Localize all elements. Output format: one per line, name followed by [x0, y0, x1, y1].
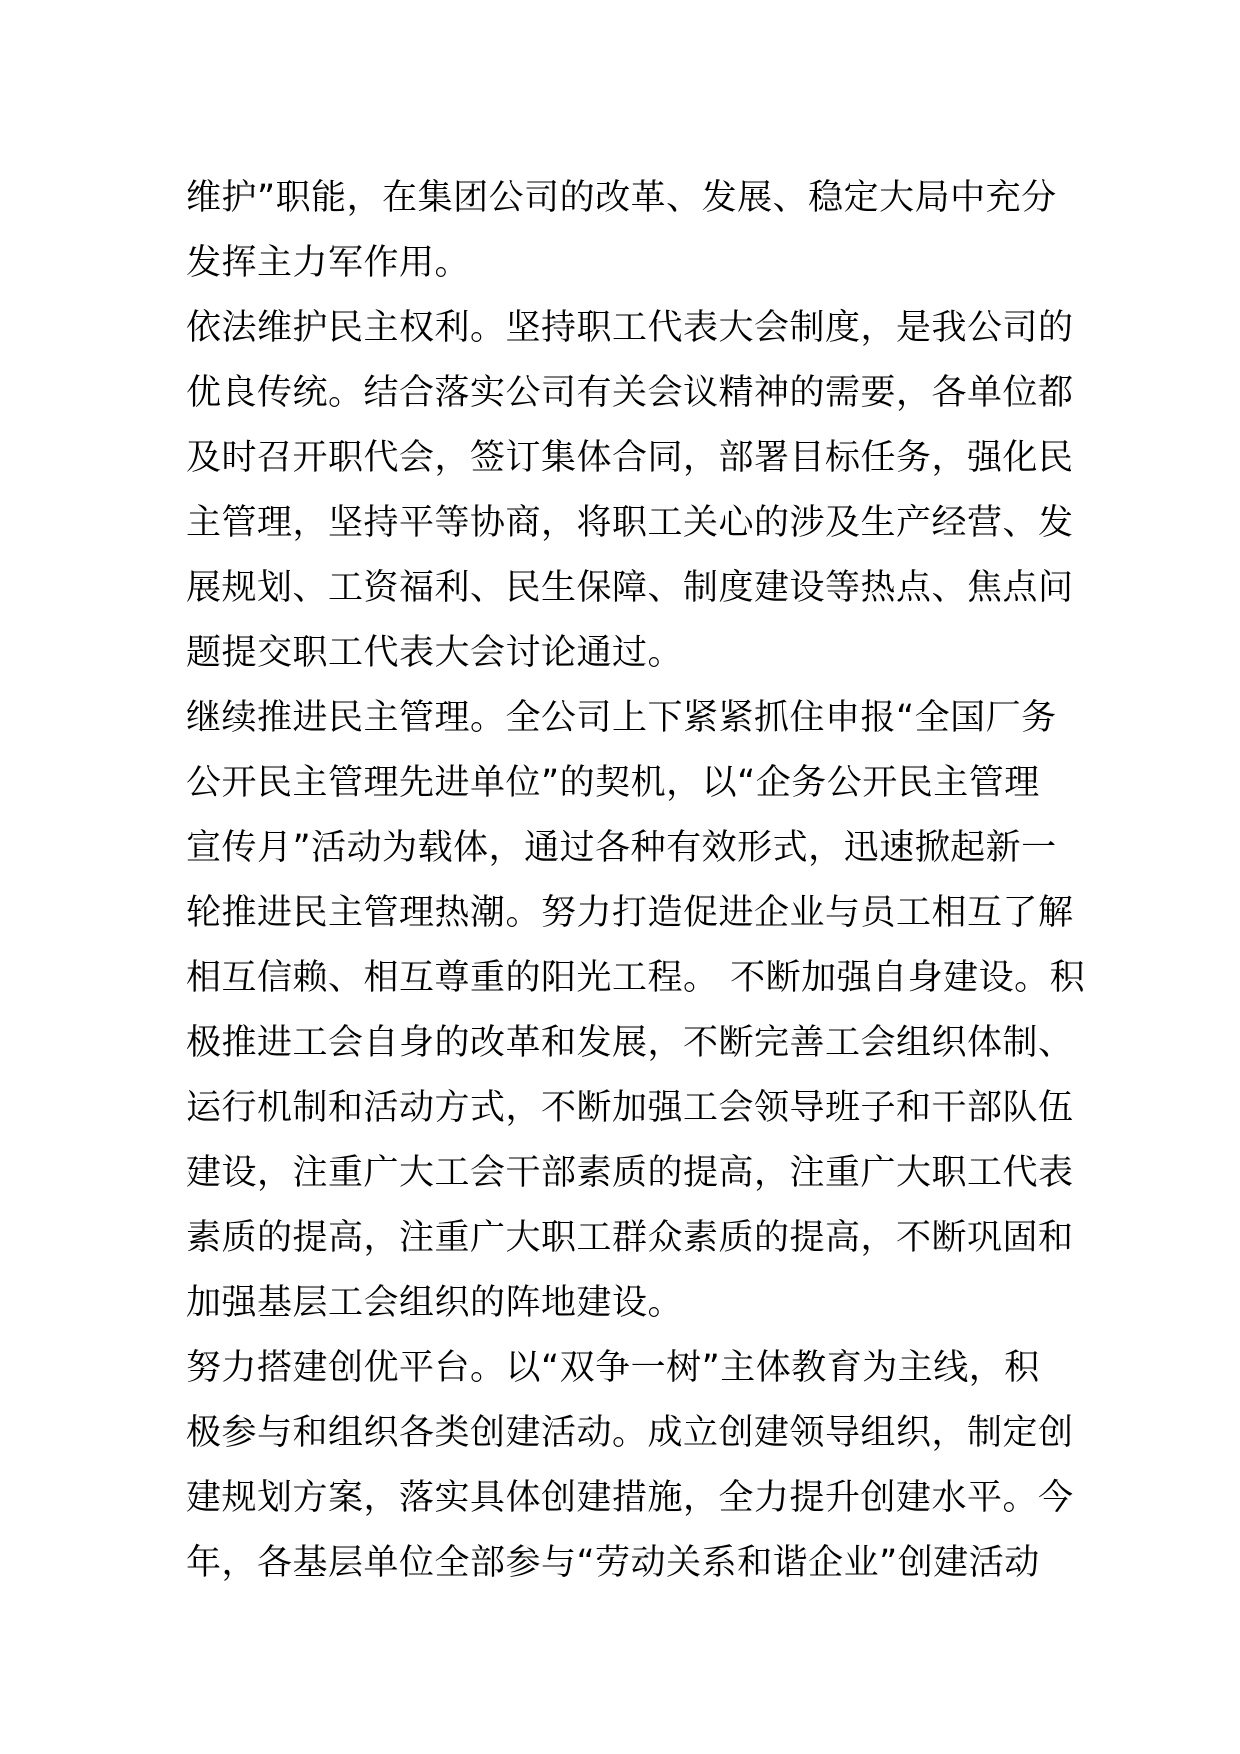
- text-line: 极参与和组织各类创建活动。成立创建领导组织，制定创: [186, 1413, 1074, 1453]
- text-line: 建规划方案，落实具体创建措施，全力提升创建水平。今: [186, 1478, 1074, 1518]
- text-line: 维护”职能，在集团公司的改革、发展、稳定大局中充分: [186, 178, 1057, 218]
- text-line: 运行机制和活动方式，不断加强工会领导班子和干部队伍: [186, 1088, 1074, 1128]
- text-line: 建设，注重广大工会干部素质的提高，注重广大职工代表: [186, 1153, 1074, 1193]
- text-line: 主管理，坚持平等协商，将职工关心的涉及生产经营、发: [186, 503, 1074, 543]
- text-line: 公开民主管理先进单位”的契机，以“企务公开民主管理: [186, 763, 1040, 803]
- text-line: 继续推进民主管理。全公司上下紧紧抓住申报“全国厂务: [186, 698, 1057, 738]
- text-line: 年，各基层单位全部参与“劳动关系和谐企业”创建活动: [186, 1543, 1040, 1583]
- text-line: 极推进工会自身的改革和发展，不断完善工会组织体制、: [186, 1023, 1074, 1063]
- text-line: 轮推进民主管理热潮。努力打造促进企业与员工相互了解: [186, 893, 1074, 933]
- text-line: 相互信赖、相互尊重的阳光工程。 不断加强自身建设。积: [186, 958, 1086, 998]
- text-line: 努力搭建创优平台。以“双争一树”主体教育为主线，积: [186, 1348, 1040, 1388]
- text-line: 素质的提高，注重广大职工群众素质的提高，不断巩固和: [186, 1218, 1074, 1258]
- text-line: 发挥主力军作用。: [186, 243, 471, 283]
- text-line: 宣传月”活动为载体，通过各种有效形式，迅速掀起新一: [186, 828, 1057, 868]
- text-line: 优良传统。结合落实公司有关会议精神的需要，各单位都: [186, 373, 1074, 413]
- text-line: 依法维护民主权利。坚持职工代表大会制度，是我公司的: [186, 308, 1074, 348]
- text-line: 展规划、工资福利、民生保障、制度建设等热点、焦点问: [186, 568, 1074, 608]
- text-line: 加强基层工会组织的阵地建设。: [186, 1283, 684, 1323]
- text-line: 题提交职工代表大会讨论通过。: [186, 633, 684, 673]
- body-text: [186, 166, 1086, 1596]
- text-line: 及时召开职代会，签订集体合同，部署目标任务，强化民: [186, 438, 1074, 478]
